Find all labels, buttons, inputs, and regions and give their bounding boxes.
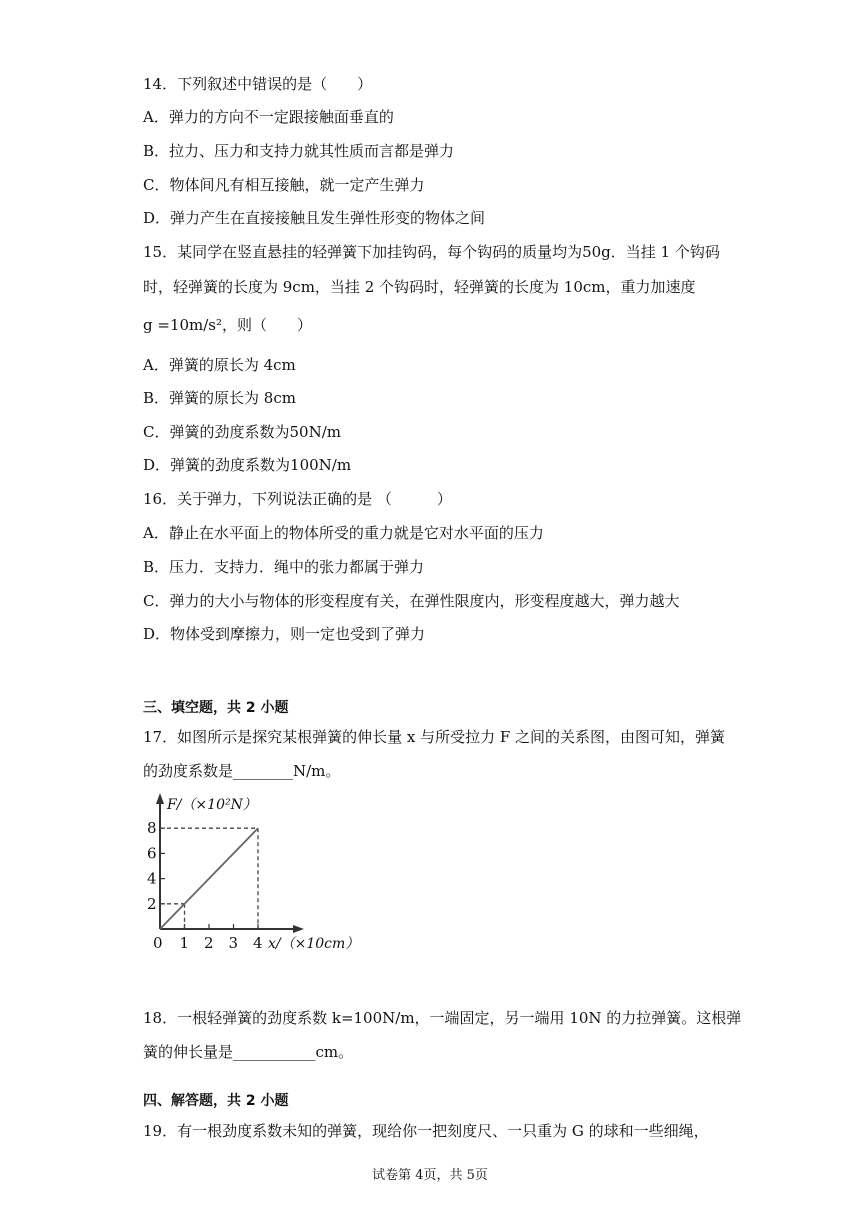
q15-option-d: D．弹簧的劲度系数为100N/m [143, 456, 352, 474]
origin-label: 0 [153, 934, 163, 952]
y-axis-arrow [156, 793, 164, 804]
q14-option-d: D．弹力产生在直接接触且发生弹性形变的物体之间 [143, 209, 486, 227]
q16-option-d: D．物体受到摩擦力，则一定也受到了弹力 [143, 625, 426, 643]
q14-stem: 14．下列叙述中错误的是（ ） [143, 75, 373, 93]
q19-line1: 19．有一根劲度系数未知的弹簧，现给你一把刻度尺、一只重为 G 的球和一些细绳， [143, 1122, 709, 1140]
q16-option-c: C．弹力的大小与物体的形变程度有关，在弹性限度内，形变程度越大，弹力越大 [143, 592, 680, 610]
q15-option-b: B．弹簧的原长为 8cm [143, 389, 296, 407]
data-line [160, 828, 258, 929]
q15-stem-line2: 时，轻弹簧的长度为 9cm，当挂 2 个钩码时，轻弹簧的长度为 10cm，重力加速度 [143, 278, 696, 296]
section-heading-fill-in: 三、填空题，共 2 小题 [143, 700, 289, 716]
q15-stem-line1: 15．某同学在竖直悬挂的轻弹簧下加挂钩码，每个钩码的质量均为50g．当挂 1 个钩码 [143, 243, 720, 261]
x-tick-label: 2 [204, 934, 214, 952]
q14-option-b: B．拉力、压力和支持力就其性质而言都是弹力 [143, 142, 455, 160]
x-axis-label: x/（×10cm） [268, 936, 360, 952]
q15-stem-line3: g =10m/s²，则（ ） [143, 316, 313, 334]
x-axis-arrow [293, 925, 304, 933]
y-tick-label: 4 [147, 869, 157, 888]
x-tick-label: 4 [253, 934, 263, 952]
q17-line1: 17．如图所示是探究某根弹簧的伸长量 x 与所受拉力 F 之间的关系图，由图可知，弹簧 [143, 728, 726, 746]
section-heading-answer: 四、解答题，共 2 小题 [143, 1093, 289, 1109]
y-axis-label: F/（×10²N） [167, 797, 257, 813]
y-tick-label: 2 [147, 894, 157, 913]
q16-option-b: B．压力．支持力．绳中的张力都属于弹力 [143, 558, 425, 576]
spring-force-graph [140, 788, 360, 958]
q18-line1: 18．一根轻弹簧的劲度系数 k=100N/m，一端固定，另一端用 10N 的力拉弹簧。这根弹 [143, 1009, 742, 1027]
x-tick-label: 1 [179, 934, 190, 952]
q17-line2: 的劲度系数是________N/m。 [143, 762, 341, 780]
y-tick-label: 6 [147, 844, 157, 863]
page-footer: 试卷第 4页，共 5页 [372, 1168, 488, 1183]
q16-option-a: A．静止在水平面上的物体所受的重力就是它对水平面的压力 [143, 524, 544, 542]
q14-option-c: C．物体间凡有相互接触，就一定产生弹力 [143, 176, 425, 194]
q16-stem: 16．关于弹力，下列说法正确的是 （ ） [143, 490, 452, 508]
q15-option-a: A．弹簧的原长为 4cm [143, 356, 296, 374]
y-tick-label: 8 [147, 819, 157, 838]
q15-option-c: C．弹簧的劲度系数为50N/m [143, 423, 341, 441]
q18-line2: 簧的伸长量是___________cm。 [143, 1043, 354, 1061]
q14-option-a: A．弹力的方向不一定跟接触面垂直的 [143, 108, 394, 126]
x-tick-label: 3 [228, 934, 239, 952]
